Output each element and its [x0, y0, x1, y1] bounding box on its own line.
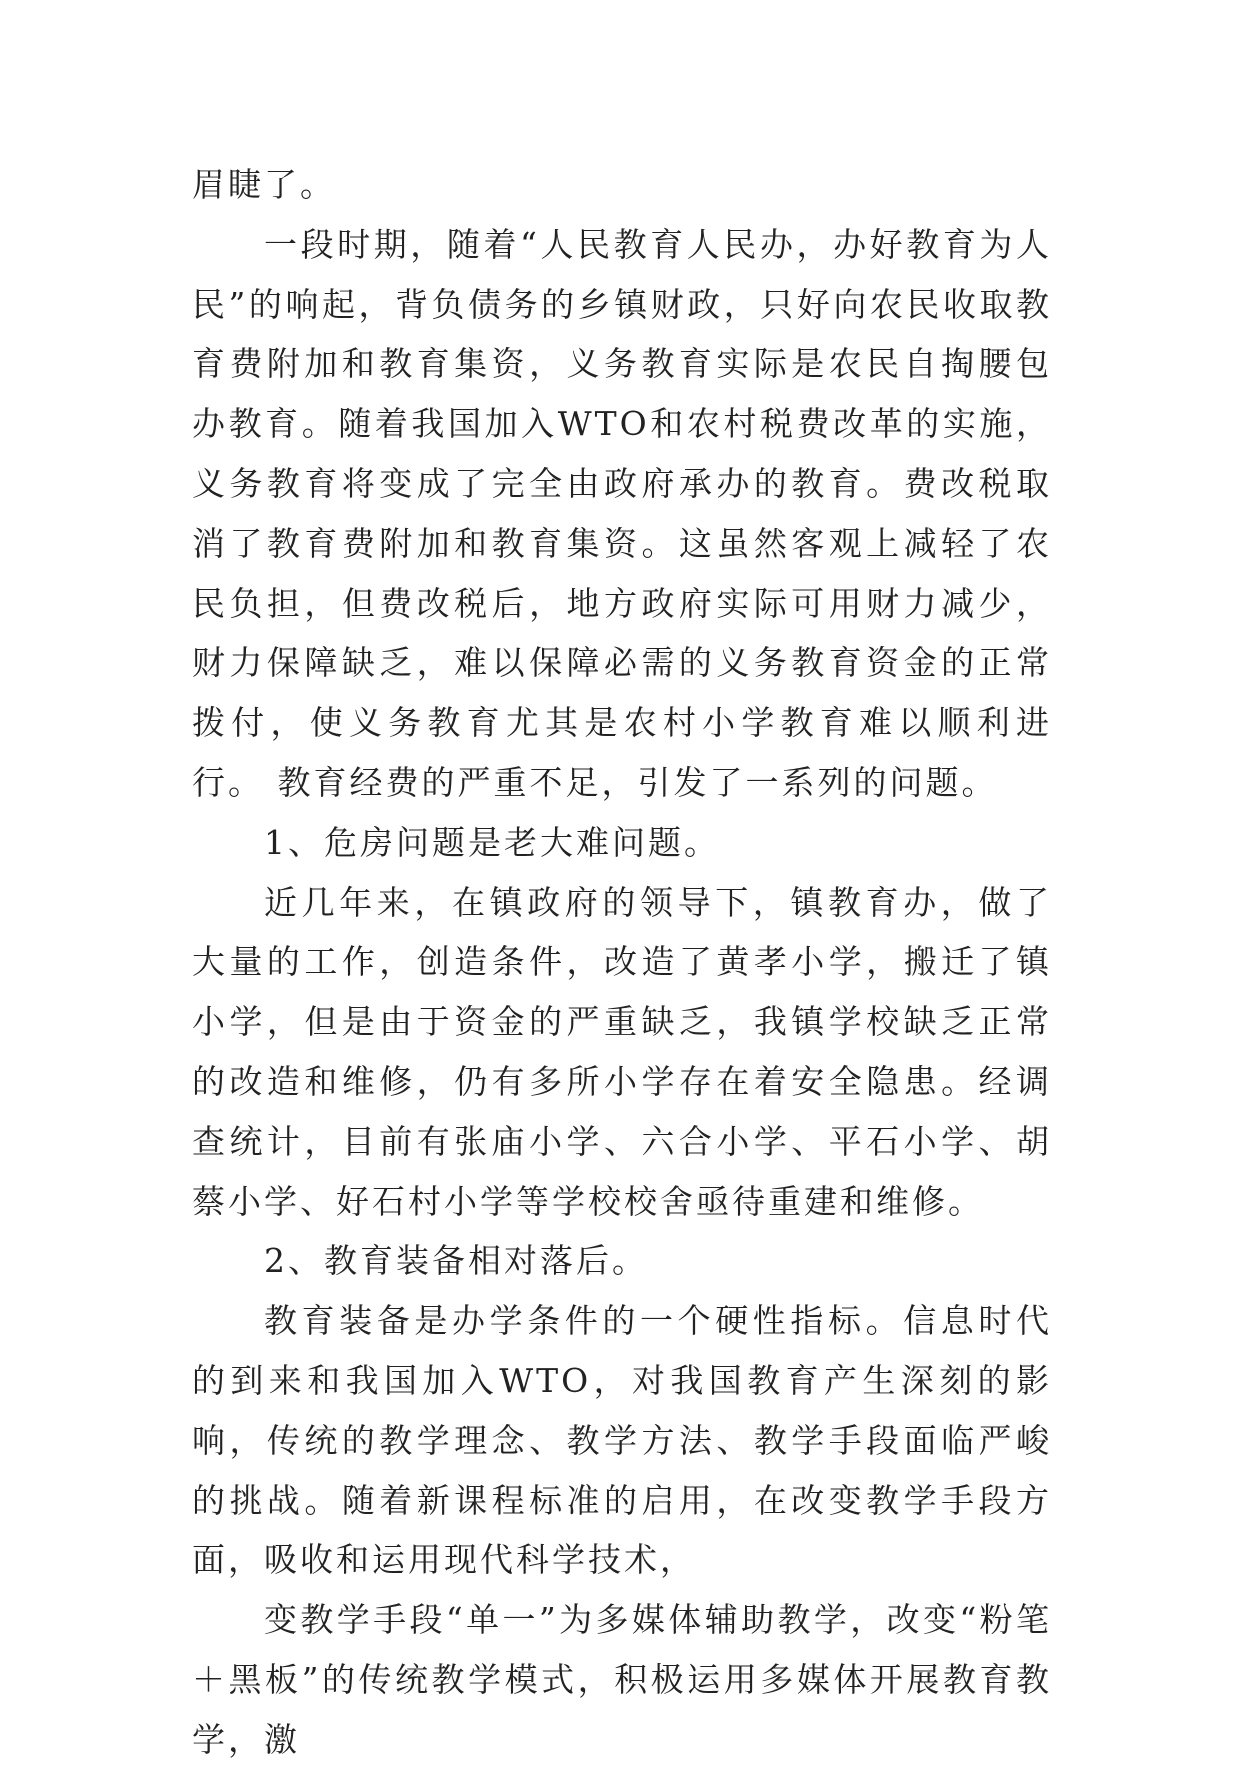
paragraph-4: 近几年来，在镇政府的领导下，镇教育办，做了大量的工作，创造条件，改造了黄孝小学，搬迁了镇小学，但是由于资金的严重缺乏，我镇学校缺乏正常的改造和维修，仍有多所小学存在着安全隐患。经调查统计，目前有张庙小学、六合小学、平石小学、胡蔡小学、好石村小学等学校校舍亟待重建和维修。 — [192, 882, 1052, 1221]
paragraph-3-heading: 1、危房问题是老大难问题。 — [264, 822, 720, 862]
paragraph-1: 眉睫了。 — [192, 165, 336, 204]
paragraph-7: 变教学手段“单一”为多媒体辅助教学，改变“粉笔＋黑板”的传统教学模式，积极运用多媒体开展教育教学，激 — [192, 1600, 1052, 1759]
paragraph-5-heading: 2、教育装备相对落后。 — [264, 1241, 648, 1281]
paragraph-2: 一段时期，随着“人民教育人民办，办好教育为人民”的响起，背负债务的乡镇财政，只好向农民收取教育费附加和教育集资，义务教育实际是农民自掏腰包办教育。随着我国加入WTO和农村税费改革的实施，义务教育将变成了完全由政府承办的教育。费改税取消了教育费附加和教育集资。这虽然客观上减轻了农民负担，但费改税后，地方政府实际可用财力减少，财力保障缺乏，难以保障必需的义务教育资金的正常拨付，使义务教育尤其是农村小学教育难以顺利进行。 教育经费的严重不足，引发了一系列的问题。 — [192, 224, 1052, 802]
document-body — [192, 155, 1052, 1770]
paragraph-6: 教育装备是办学条件的一个硬性指标。信息时代的到来和我国加入WTO，对我国教育产生深刻的影响，传统的教学理念、教学方法、教学手段面临严峻的挑战。随着新课程标准的启用，在改变教学手段方面，吸收和运用现代科学技术， — [192, 1301, 1052, 1580]
